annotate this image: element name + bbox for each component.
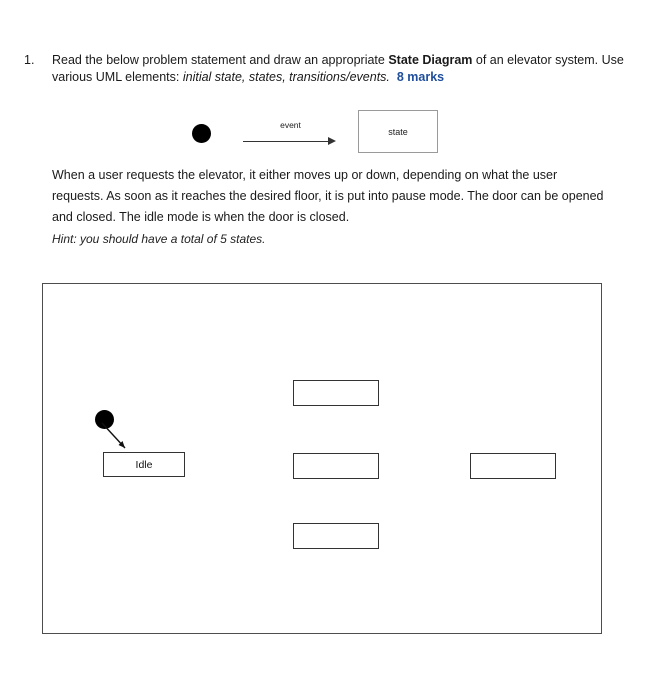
question-number: 1. bbox=[24, 53, 35, 67]
question-text-part-2: of an elevator system. Use various UML elements: bbox=[52, 53, 624, 84]
question-text-part-1: Read the below problem statement and draw an appropriate bbox=[52, 53, 389, 67]
initial-transition-arrow-icon bbox=[101, 422, 135, 456]
question-marks: 8 marks bbox=[396, 70, 445, 84]
state-box-idle[interactable]: Idle bbox=[103, 452, 185, 477]
arrow-line-icon bbox=[243, 141, 329, 142]
question-text-bold: State Diagram bbox=[388, 53, 473, 67]
hint-text: Hint: you should have a total of 5 states. bbox=[52, 232, 266, 246]
state-box-empty-4[interactable] bbox=[470, 453, 556, 479]
problem-statement: When a user requests the elevator, it either moves up or down, depending on what the user requests. As soon as it reaches the desired floor, it is put into pause mode. The door can be opened and closed. The idle mode is when the door is closed. bbox=[52, 168, 604, 224]
uml-legend bbox=[180, 108, 460, 158]
question-block bbox=[24, 52, 624, 86]
state-box-empty-1[interactable] bbox=[293, 380, 379, 406]
question-text bbox=[52, 52, 624, 86]
answer-canvas[interactable] bbox=[42, 283, 602, 634]
legend-event-label: event bbox=[280, 120, 301, 130]
initial-state-icon bbox=[192, 124, 211, 143]
legend-state-box: state bbox=[358, 110, 438, 153]
transition-arrow bbox=[243, 120, 338, 150]
arrow-head-icon bbox=[328, 137, 336, 145]
state-box-empty-2[interactable] bbox=[293, 453, 379, 479]
question-text-italic: initial state, states, transitions/events. bbox=[182, 70, 390, 84]
state-box-empty-3[interactable] bbox=[293, 523, 379, 549]
